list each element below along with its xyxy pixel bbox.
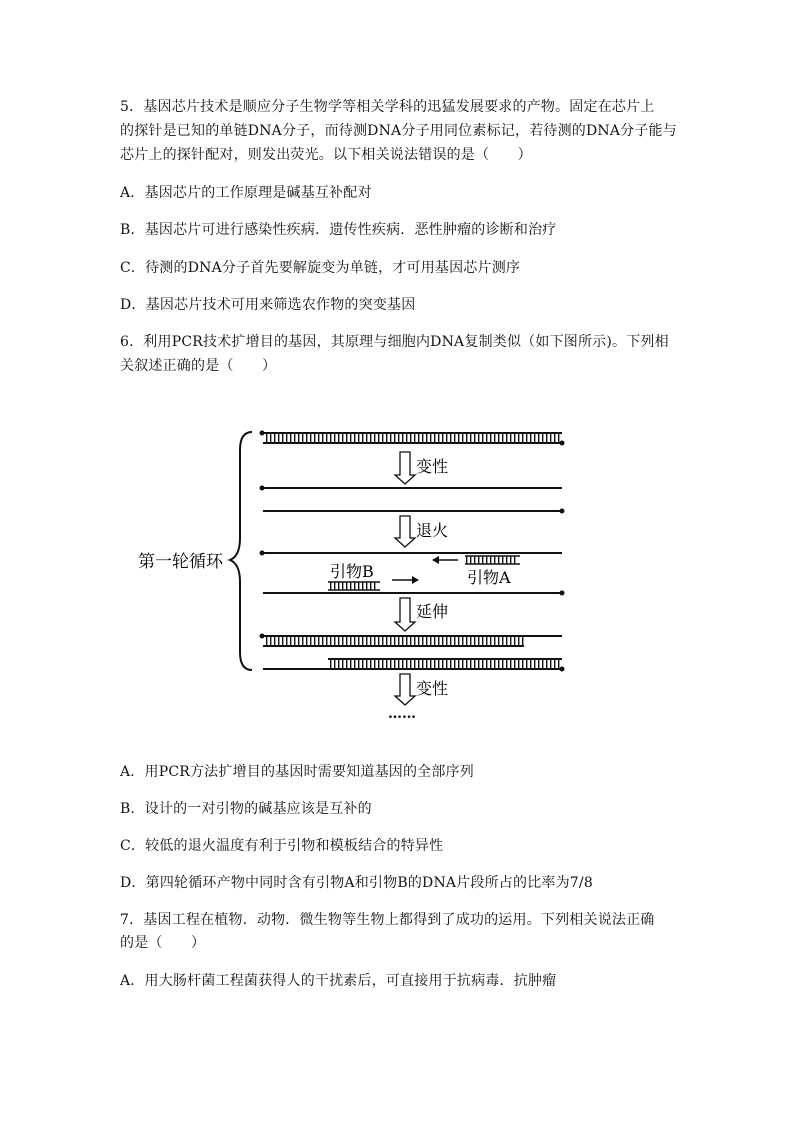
q5-option-c: C．待测的DNA分子首先要解旋变为单链，才可用基因芯片测序: [120, 260, 521, 276]
q6-option-c: C．较低的退火温度有利于引物和模板结合的特异性: [120, 838, 444, 854]
extended-product-1: [260, 634, 563, 647]
q7-stem-line-2: 的是（ ）: [120, 935, 206, 951]
step-denature-2-label: 变性: [416, 679, 449, 698]
parent-double-strand: [260, 431, 565, 446]
q5-stem-line-1: 5．基因芯片技术是顺应分子生物学等相关学科的迅猛发展要求的产物。固定在芯片上: [120, 99, 655, 115]
primer-b: [328, 582, 380, 590]
cycle-label: 第一轮循环: [138, 552, 223, 572]
q6-option-b: B．设计的一对引物的碱基应该是互补的: [120, 801, 372, 817]
primer-a-label: 引物A: [467, 568, 511, 587]
primer-a-direction-arrow: [432, 556, 458, 564]
denature-arrow-2: [395, 674, 415, 705]
ellipsis: ……: [388, 706, 416, 720]
single-strands-after-denature: [260, 486, 565, 514]
q5-stem-line-2: 的探针是已知的单链DNA分子，而待测DNA分子用同位素标记，若待测的DNA分子能与: [120, 123, 677, 139]
anneal-arrow: [395, 516, 415, 547]
denature-arrow: [395, 452, 415, 484]
step-anneal-label: 退火: [416, 521, 449, 540]
q6-option-a: A．用PCR方法扩增目的基因时需要知道基因的全部序列: [120, 764, 474, 780]
cycle-brace: [230, 432, 252, 670]
step-denature-label: 变性: [416, 457, 449, 476]
q6-stem-line-2: 关叙述正确的是（ ）: [120, 358, 277, 374]
q5-option-b: B．基因芯片可进行感染性疾病．遗传性疾病．恶性肿瘤的诊断和治疗: [120, 222, 557, 238]
extended-product-2: [263, 659, 565, 672]
extend-arrow: [395, 598, 415, 631]
anneal-bottom-template: [263, 591, 565, 596]
q5-stem-line-3: 芯片上的探针配对，则发出荧光。以下相关说法错误的是（ ）: [120, 147, 532, 163]
q6-stem-line-1: 6．利用PCR技术扩增目的基因，其原理与细胞内DNA复制类似（如下图所示)。下列相: [120, 334, 669, 350]
primer-b-label: 引物B: [330, 562, 374, 581]
q7-option-a: A．用大肠杆菌工程菌获得人的干扰素后，可直接用于抗病毒．抗肿瘤: [120, 973, 557, 989]
primer-a: [465, 556, 520, 564]
q6-option-d: D．第四轮循环产物中同时含有引物A和引物B的DNA片段所占的比率为7/8: [120, 875, 593, 891]
pcr-diagram: [130, 420, 580, 720]
q5-option-d: D．基因芯片技术可用来筛选农作物的突变基因: [120, 297, 416, 313]
q5-option-a: A．基因芯片的工作原理是碱基互补配对: [120, 185, 372, 201]
step-extend-label: 延伸: [416, 602, 449, 621]
q7-stem-line-1: 7．基因工程在植物．动物．微生物等生物上都得到了成功的运用。下列相关说法正确: [120, 912, 655, 928]
anneal-top-template: [260, 551, 563, 556]
primer-b-direction-arrow: [392, 576, 419, 584]
